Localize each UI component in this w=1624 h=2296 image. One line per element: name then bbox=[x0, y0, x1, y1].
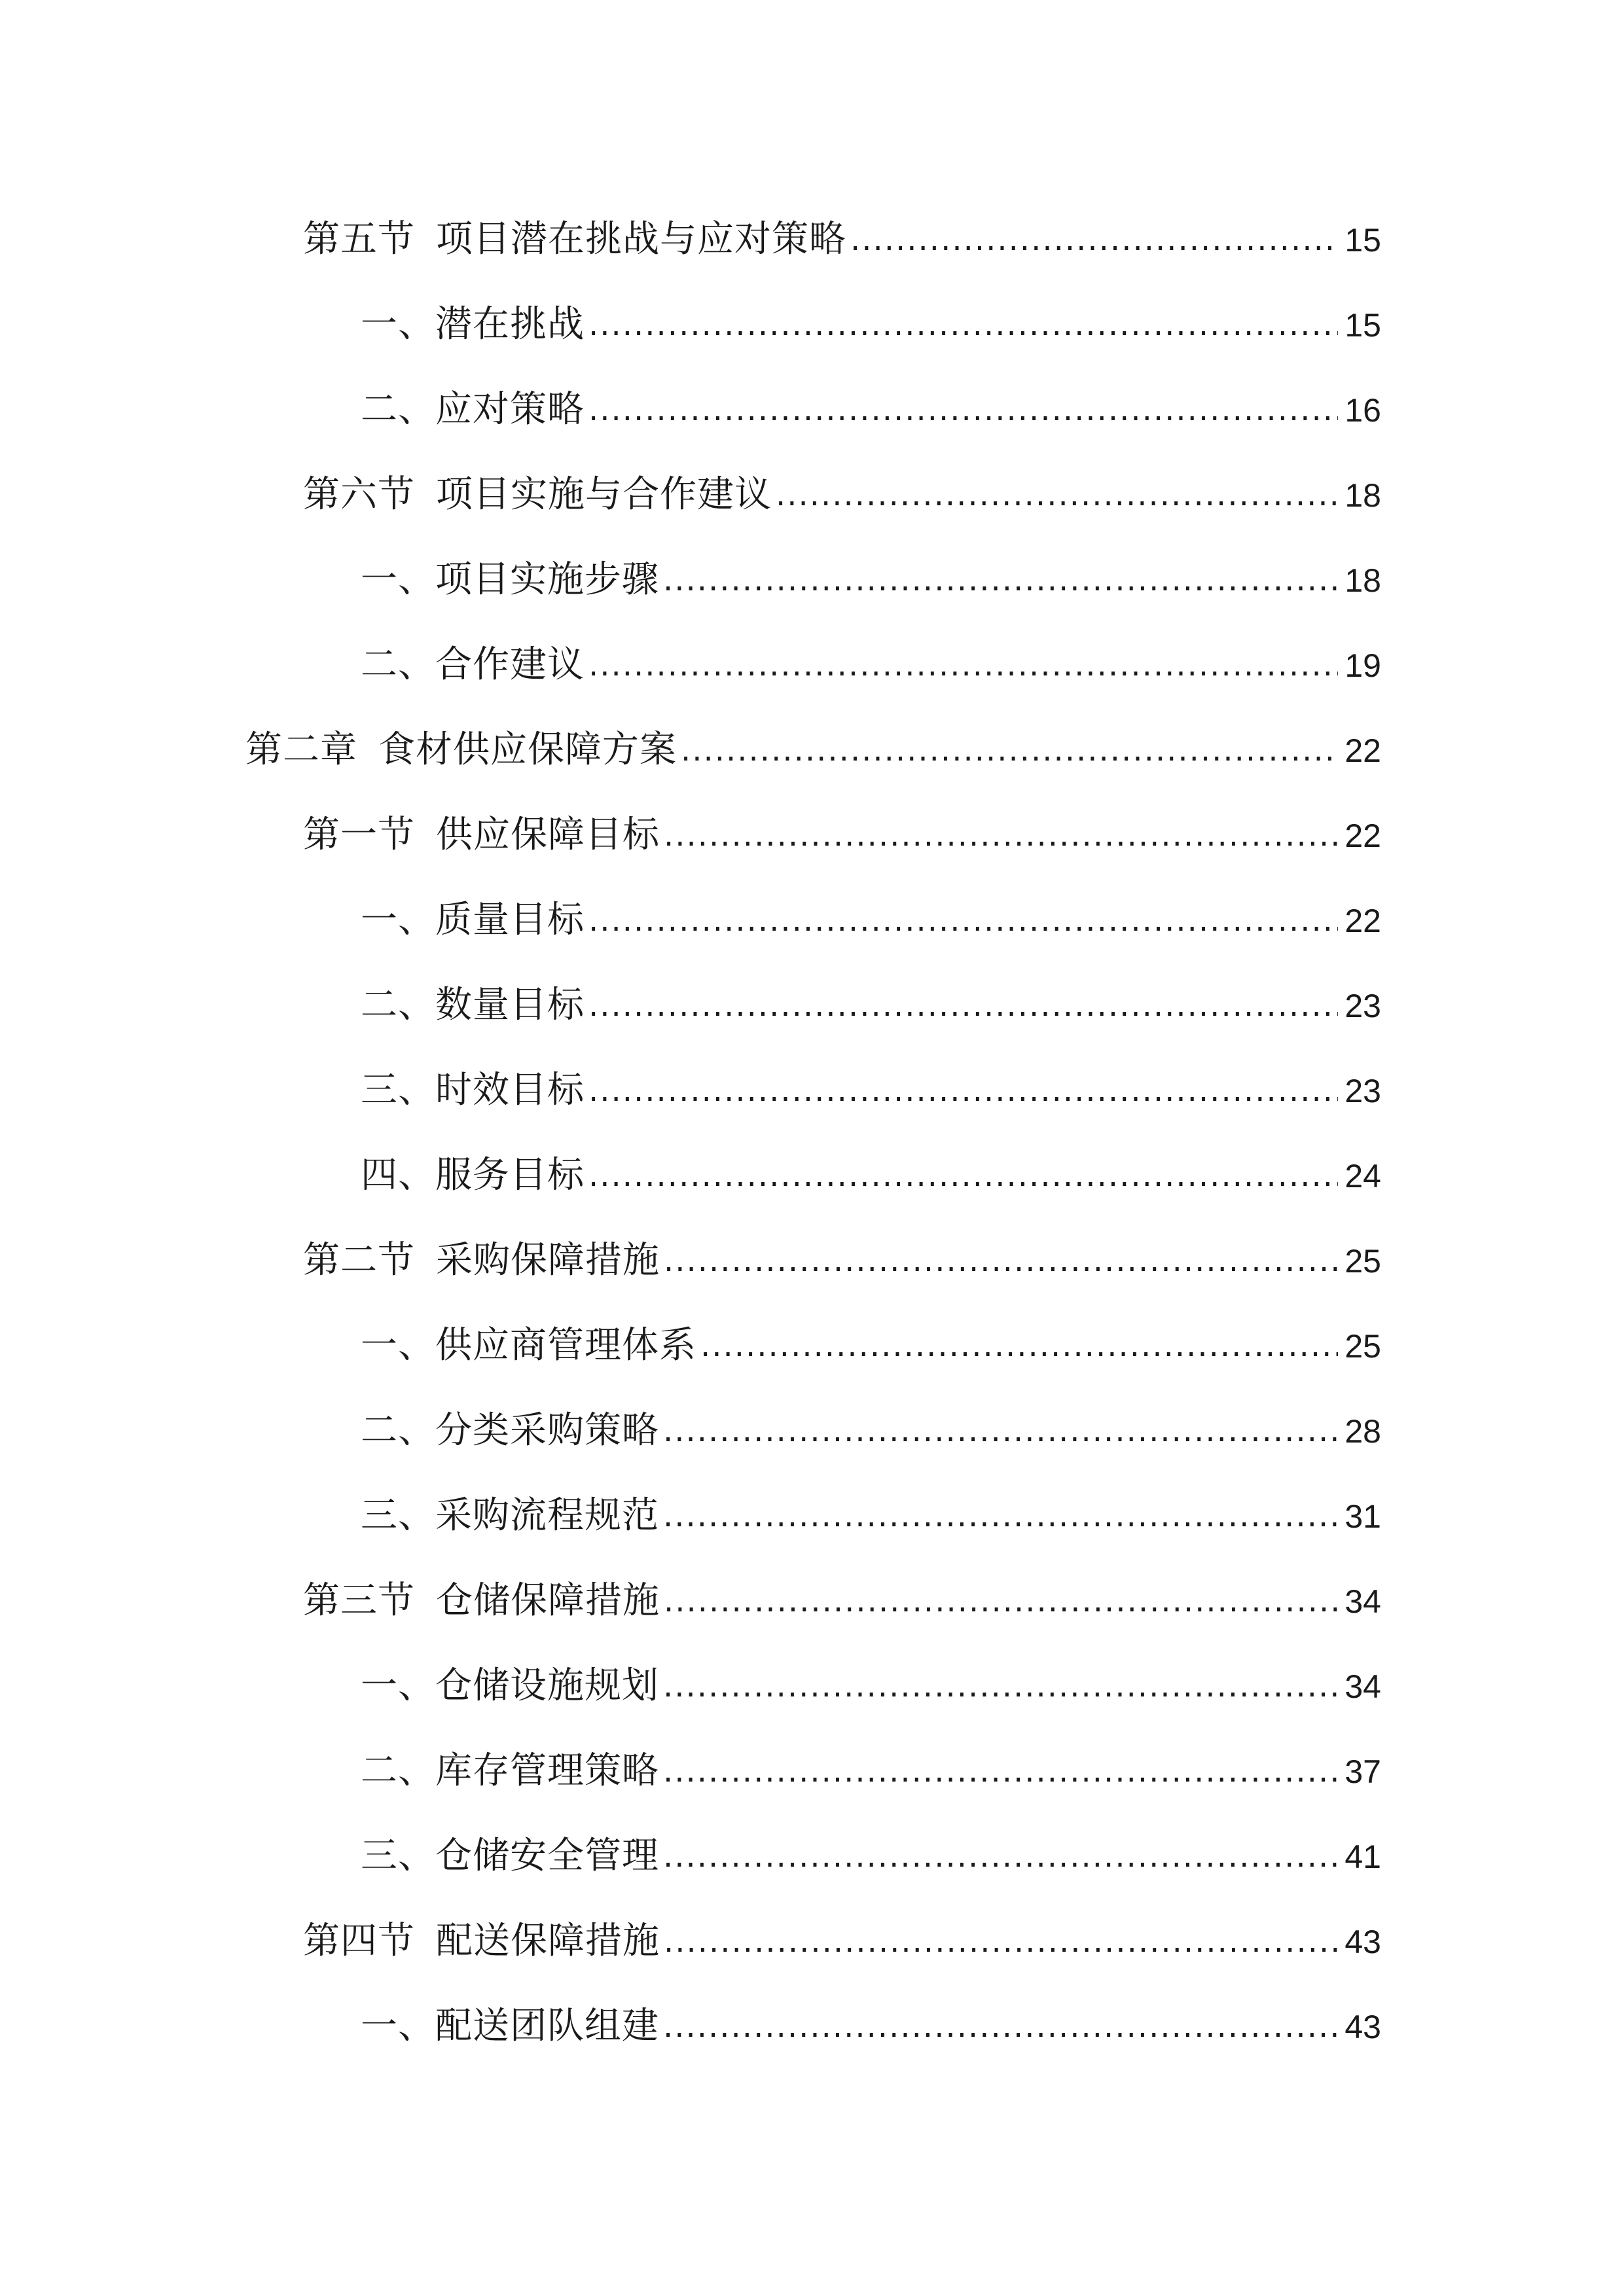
dot-leader bbox=[588, 298, 1338, 351]
toc-entry-prefix: 第二节 bbox=[303, 1239, 415, 1282]
toc-entry-title: 配送保障措施 bbox=[436, 1920, 660, 1962]
toc-entry-title: 三、时效目标 bbox=[361, 1069, 585, 1111]
dot-leader bbox=[663, 1830, 1338, 1882]
dot-leader bbox=[663, 2000, 1338, 2053]
toc-entry-prefix: 第六节 bbox=[303, 473, 415, 516]
toc-entry-label bbox=[303, 1915, 660, 1967]
toc-entry[interactable] bbox=[361, 554, 1381, 606]
toc-entry-page: 22 bbox=[1344, 817, 1381, 854]
dot-leader bbox=[663, 1405, 1338, 1457]
dot-leader bbox=[664, 1234, 1338, 1287]
toc-entry[interactable] bbox=[361, 639, 1381, 691]
toc-entry-title: 一、潜在挑战 bbox=[361, 303, 585, 346]
toc-entry-page: 23 bbox=[1344, 988, 1381, 1024]
toc-entry[interactable] bbox=[303, 809, 1381, 861]
dot-leader bbox=[664, 1575, 1338, 1627]
toc-entry-label bbox=[303, 469, 772, 521]
toc-entry-page: 24 bbox=[1344, 1158, 1381, 1194]
toc-entry[interactable] bbox=[361, 1830, 1381, 1882]
toc-entry[interactable] bbox=[361, 1660, 1381, 1712]
toc-entry-page: 22 bbox=[1344, 903, 1381, 939]
dot-leader bbox=[664, 809, 1338, 861]
dot-leader bbox=[588, 1149, 1338, 1202]
toc-entry-title: 食材供应保障方案 bbox=[378, 728, 677, 771]
dot-leader bbox=[588, 384, 1338, 436]
toc-entry-page: 25 bbox=[1344, 1243, 1381, 1280]
toc-entry-prefix: 第三节 bbox=[303, 1579, 415, 1622]
toc-entry-page: 19 bbox=[1344, 647, 1381, 684]
toc-entry[interactable] bbox=[303, 469, 1381, 521]
toc-entry-title: 采购保障措施 bbox=[436, 1239, 660, 1282]
toc-entry-page: 18 bbox=[1344, 562, 1381, 599]
toc-entry-title: 仓储保障措施 bbox=[436, 1579, 660, 1622]
toc-entry-title: 一、配送团队组建 bbox=[361, 2005, 659, 2047]
toc-entry-page: 34 bbox=[1344, 1583, 1381, 1620]
toc-entry-prefix: 第四节 bbox=[303, 1920, 415, 1962]
toc-entry-label bbox=[303, 1234, 660, 1287]
dot-leader bbox=[588, 894, 1338, 946]
toc-entry[interactable] bbox=[361, 384, 1381, 436]
toc-entry[interactable] bbox=[361, 2000, 1381, 2053]
dot-leader bbox=[700, 1319, 1338, 1372]
toc-entry-label bbox=[303, 213, 846, 266]
dot-leader bbox=[681, 724, 1338, 776]
dot-leader bbox=[663, 1745, 1338, 1797]
dot-leader bbox=[663, 554, 1338, 606]
toc-entry-title: 三、采购流程规范 bbox=[361, 1494, 659, 1537]
toc-entry-title: 供应保障目标 bbox=[436, 814, 660, 856]
toc-entry[interactable] bbox=[361, 1064, 1381, 1117]
toc-entry-title: 一、仓储设施规划 bbox=[361, 1664, 659, 1707]
toc-entry[interactable] bbox=[361, 894, 1381, 946]
toc-entry-page: 23 bbox=[1344, 1073, 1381, 1109]
toc-entry-chapter[interactable] bbox=[245, 724, 1381, 776]
dot-leader bbox=[588, 979, 1338, 1031]
toc-entry[interactable] bbox=[303, 213, 1381, 266]
toc-entry[interactable] bbox=[303, 1234, 1381, 1287]
dot-leader bbox=[850, 213, 1338, 266]
toc-entry-title: 一、项目实施步骤 bbox=[361, 558, 659, 601]
toc-entry-prefix: 第二章 bbox=[245, 728, 357, 771]
toc-entry[interactable] bbox=[361, 1745, 1381, 1797]
toc-entry-page: 18 bbox=[1344, 477, 1381, 514]
toc-entry[interactable] bbox=[361, 1149, 1381, 1202]
toc-entry-title: 二、应对策略 bbox=[361, 388, 585, 431]
toc-entry-title: 项目潜在挑战与应对策略 bbox=[436, 218, 846, 260]
toc-entry-title: 二、合作建议 bbox=[361, 643, 585, 686]
toc-entry-page: 43 bbox=[1344, 2009, 1381, 2045]
toc-entry[interactable] bbox=[361, 1319, 1381, 1372]
toc-entry[interactable] bbox=[303, 1915, 1381, 1967]
toc-entry-page: 43 bbox=[1344, 1924, 1381, 1960]
toc-entry-page: 34 bbox=[1344, 1668, 1381, 1705]
toc-entry-page: 15 bbox=[1344, 307, 1381, 344]
dot-leader bbox=[664, 1915, 1338, 1967]
dot-leader bbox=[663, 1660, 1338, 1712]
toc-entry-label bbox=[303, 1575, 660, 1627]
toc-entry-title: 一、供应商管理体系 bbox=[361, 1324, 696, 1367]
toc-entry-title: 二、分类采购策略 bbox=[361, 1409, 659, 1452]
toc-entry-prefix: 第五节 bbox=[303, 218, 415, 260]
toc-entry[interactable] bbox=[361, 298, 1381, 351]
toc-entry-page: 28 bbox=[1344, 1413, 1381, 1450]
toc-entry[interactable] bbox=[361, 1405, 1381, 1457]
toc-entry-page: 31 bbox=[1344, 1498, 1381, 1535]
toc-entry-label bbox=[303, 809, 660, 861]
toc-entry-page: 41 bbox=[1344, 1839, 1381, 1875]
dot-leader bbox=[588, 1064, 1338, 1117]
toc-entry[interactable] bbox=[303, 1575, 1381, 1627]
toc-entry-title: 二、库存管理策略 bbox=[361, 1749, 659, 1792]
dot-leader bbox=[776, 469, 1338, 521]
toc-entry-page: 25 bbox=[1344, 1328, 1381, 1365]
toc-entry-prefix: 第一节 bbox=[303, 814, 415, 856]
toc-entry-page: 16 bbox=[1344, 392, 1381, 429]
dot-leader bbox=[663, 1490, 1338, 1542]
toc-entry[interactable] bbox=[361, 1490, 1381, 1542]
toc-entry-page: 15 bbox=[1344, 222, 1381, 259]
dot-leader bbox=[588, 639, 1338, 691]
toc-entry-page: 37 bbox=[1344, 1753, 1381, 1790]
toc-entry[interactable] bbox=[361, 979, 1381, 1031]
toc-entry-title: 三、仓储安全管理 bbox=[361, 1835, 659, 1877]
toc-entry-label bbox=[245, 724, 677, 776]
toc-entry-title: 二、数量目标 bbox=[361, 984, 585, 1026]
toc-entry-title: 四、服务目标 bbox=[361, 1154, 585, 1196]
toc-entry-page: 22 bbox=[1344, 732, 1381, 769]
toc-entry-title: 一、质量目标 bbox=[361, 899, 585, 941]
toc-entry-title: 项目实施与合作建议 bbox=[436, 473, 772, 516]
